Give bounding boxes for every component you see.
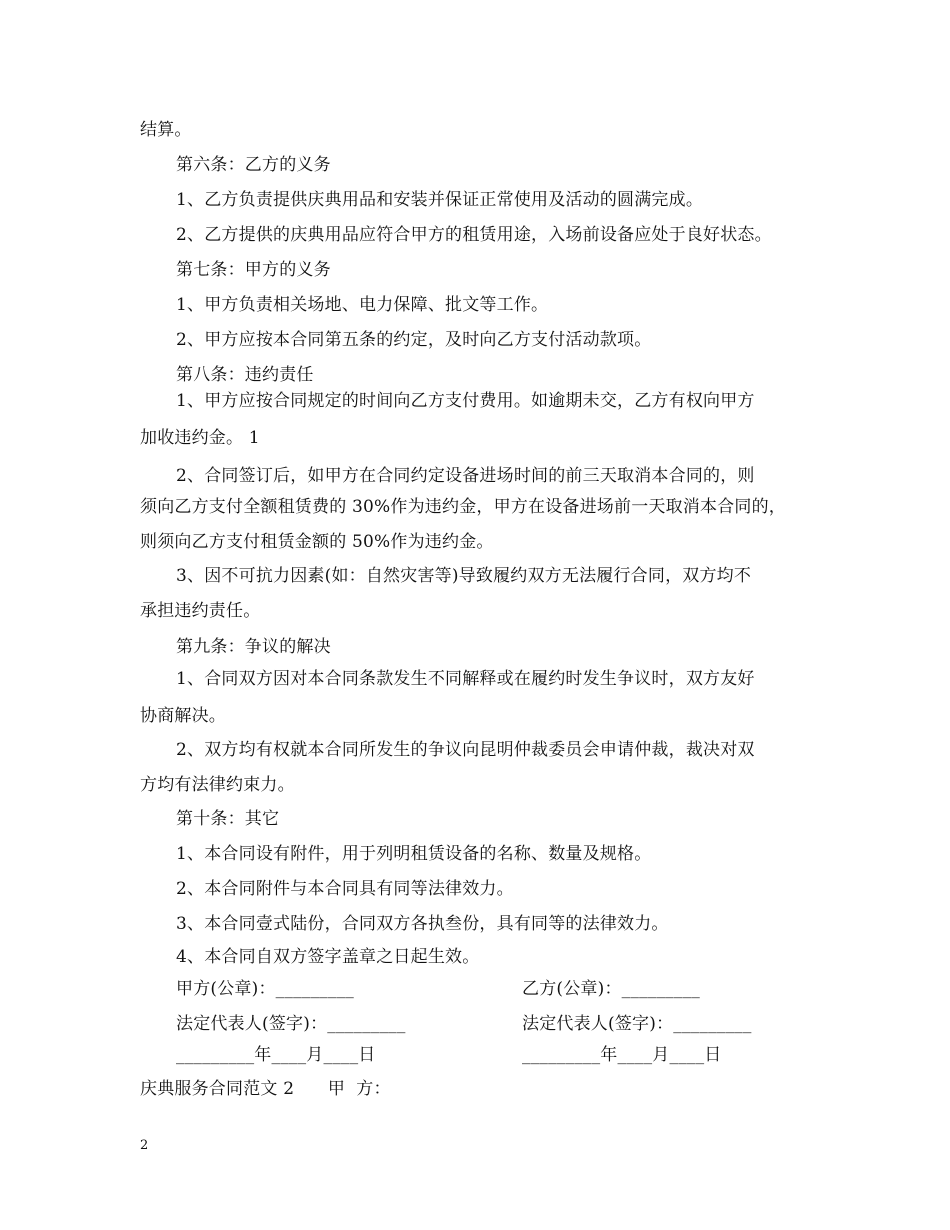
paragraph-line: 2、乙方提供的庆典用品应符合甲方的租赁用途，入场前设备应处于良好状态。 [176, 225, 772, 245]
paragraph-line: 1、甲方负责相关场地、电力保障、批文等工作。 [176, 295, 549, 315]
section-heading-article-9: 第九条：争议的解决 [176, 637, 331, 657]
paragraph-line: 1、合同双方因对本合同条款发生不同解释或在履约时发生争议时，双方友好 [176, 669, 755, 689]
party-b-representative-field: 法定代表人(签字)：_________ [522, 1014, 752, 1034]
paragraph-line: 加收违约金。 1 [140, 428, 260, 448]
paragraph-line: 须向乙方支付全额租赁费的 30%作为违约金，甲方在设备进场前一天取消本合同的， [140, 497, 786, 517]
paragraph-line: 方均有法律约束力。 [140, 775, 295, 795]
paragraph-line: 3、本合同壹式陆份，合同双方各执叁份，具有同等的法律效力。 [176, 914, 669, 934]
paragraph-line: 1、甲方应按合同规定的时间向乙方支付费用。如逾期未交，乙方有权向甲方 [176, 391, 755, 411]
party-b-date-field: _________年____月____日 [522, 1045, 722, 1065]
paragraph-line: 1、乙方负责提供庆典用品和安装并保证正常使用及活动的圆满完成。 [176, 190, 704, 210]
paragraph-line: 则须向乙方支付租赁金额的 50%作为违约金。 [140, 532, 494, 552]
paragraph-line: 协商解决。 [140, 706, 226, 726]
section-heading-article-7: 第七条：甲方的义务 [176, 260, 331, 280]
paragraph-line: 2、合同签订后，如甲方在合同约定设备进场时间的前三天取消本合同的，则 [176, 466, 755, 486]
page-number: 2 [140, 1138, 149, 1153]
paragraph-line: 承担违约责任。 [140, 601, 261, 621]
party-b-seal-field: 乙方(公章)：_________ [522, 979, 700, 999]
paragraph-line: 1、本合同设有附件，用于列明租赁设备的名称、数量及规格。 [176, 844, 652, 864]
section-heading-article-6: 第六条：乙方的义务 [176, 155, 331, 175]
paragraph-line: 4、本合同自双方签字盖章之日起生效。 [176, 947, 480, 967]
party-a-date-field: _________年____月____日 [176, 1045, 376, 1065]
paragraph-line: 2、双方均有权就本合同所发生的争议向昆明仲裁委员会申请仲裁，裁决对双 [176, 740, 755, 760]
paragraph-line: 结算。 [140, 120, 192, 140]
party-a-seal-field: 甲方(公章)：_________ [176, 979, 354, 999]
paragraph-line: 3、因不可抗力因素(如：自然灾害等)导致履约双方无法履行合同，双方均不 [176, 566, 752, 586]
section-heading-article-8: 第八条：违约责任 [176, 365, 314, 385]
paragraph-line: 2、本合同附件与本合同具有同等法律效力。 [176, 879, 514, 899]
paragraph-line: 2、甲方应按本合同第五条的约定，及时向乙方支付活动款项。 [176, 330, 652, 350]
section-heading-article-10: 第十条：其它 [176, 809, 280, 829]
party-a-representative-field: 法定代表人(签字)：_________ [176, 1014, 406, 1034]
next-document-title: 庆典服务合同范文 2 甲 方： [140, 1079, 391, 1099]
